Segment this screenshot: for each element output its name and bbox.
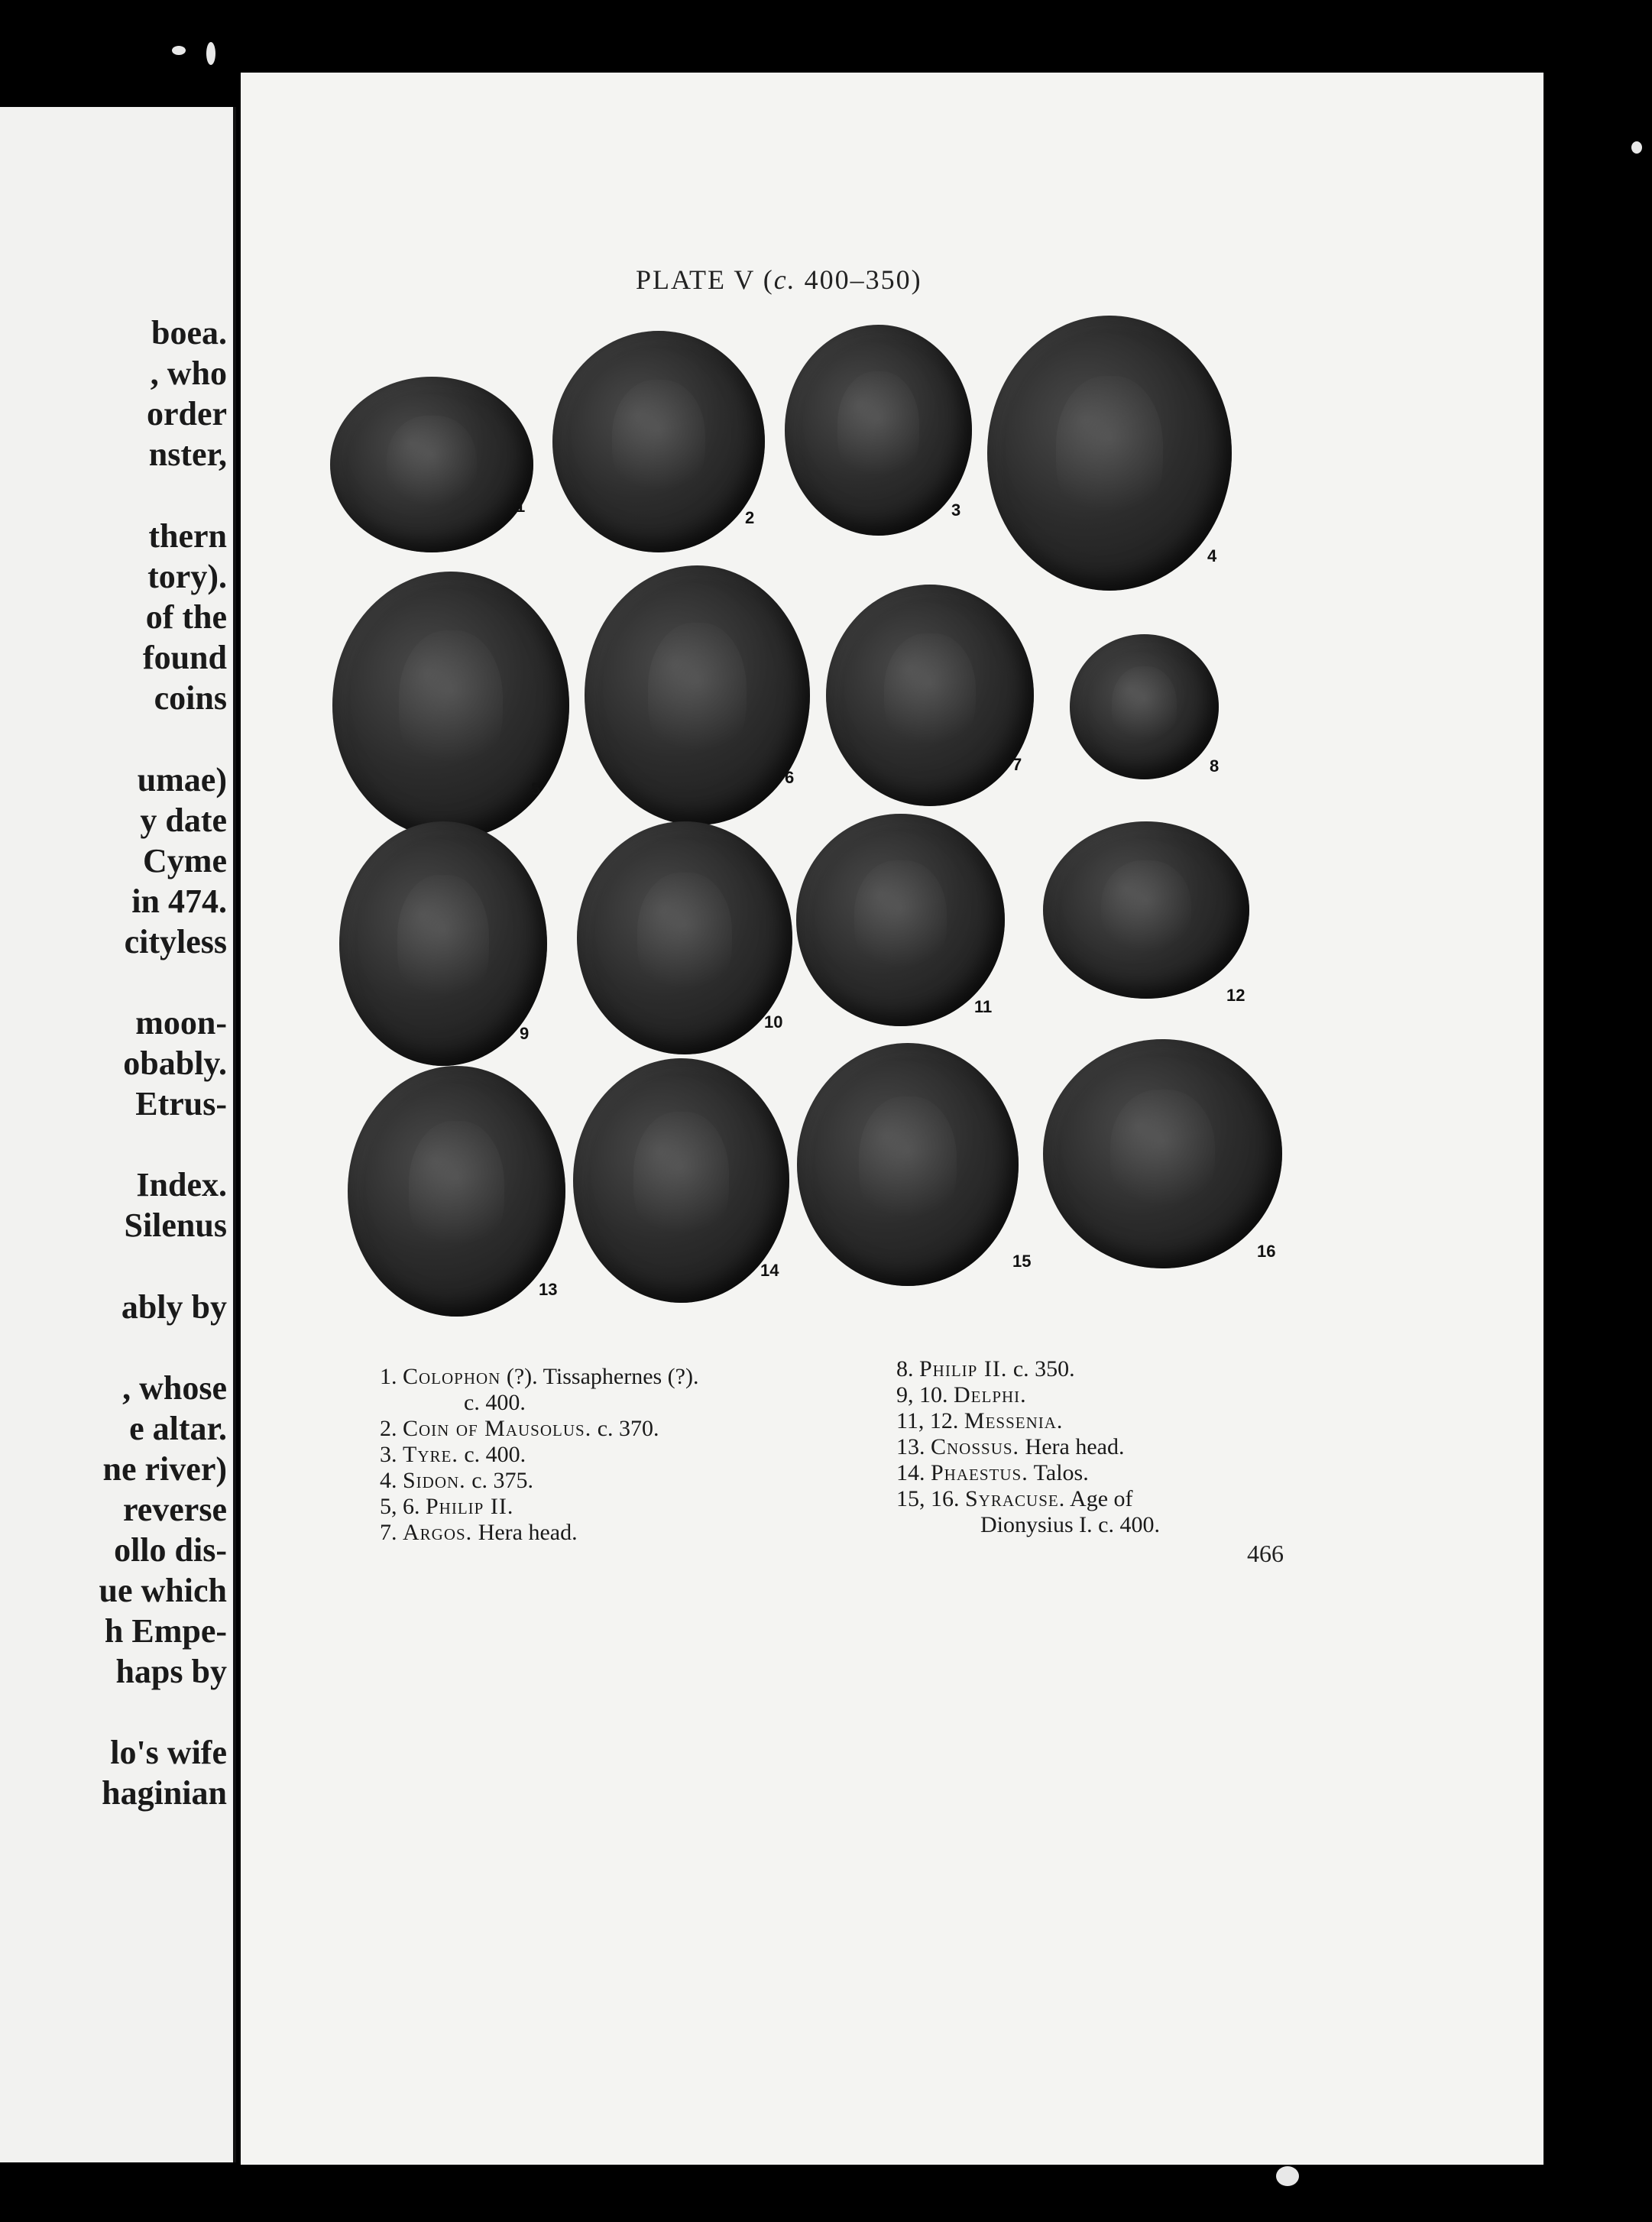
coin-number-10: 10 xyxy=(764,1012,783,1032)
left-page-line: ably by xyxy=(121,1288,227,1326)
caption-name: Cnossus. xyxy=(931,1434,1020,1459)
coin-4 xyxy=(987,316,1232,591)
coin-number-12: 12 xyxy=(1226,986,1245,1005)
caption-line xyxy=(380,1494,513,1520)
caption-detail: Hera head. xyxy=(472,1520,578,1545)
left-page xyxy=(0,107,236,2162)
left-page-line: coins xyxy=(154,679,227,717)
left-page-line: haginian xyxy=(102,1774,227,1812)
left-page-line: , who xyxy=(150,355,227,392)
left-page-line: ollo dis- xyxy=(114,1531,227,1569)
caption-number: 1. xyxy=(380,1364,397,1389)
coin-number-3: 3 xyxy=(951,500,961,520)
coin-3 xyxy=(785,325,972,536)
caption-number: 7. xyxy=(380,1520,397,1545)
caption-detail: Hera head. xyxy=(1019,1434,1125,1459)
left-page-line: nster, xyxy=(148,436,227,473)
caption-number: 15, 16. xyxy=(896,1486,960,1511)
coin-number-16: 16 xyxy=(1257,1242,1276,1261)
caption-number: 3. xyxy=(380,1442,397,1467)
caption-line xyxy=(380,1520,578,1546)
caption-name: Delphi. xyxy=(954,1382,1027,1407)
coin-number-15: 15 xyxy=(1012,1252,1032,1271)
caption-name: Messenia. xyxy=(964,1408,1064,1433)
left-page-line: Cyme xyxy=(143,842,227,879)
coin-2 xyxy=(552,331,765,552)
right-page xyxy=(241,73,1543,2165)
caption-name: Syracuse. xyxy=(965,1486,1066,1511)
plate-title-suffix: 400–350) xyxy=(795,264,922,295)
left-page-line: reverse xyxy=(123,1491,227,1528)
left-page-line: found xyxy=(142,639,227,676)
caption-name: Philip II. xyxy=(426,1494,514,1519)
scan-speck xyxy=(172,46,186,55)
coin-number-8: 8 xyxy=(1210,756,1220,776)
caption-line xyxy=(980,1512,1160,1538)
caption-detail: c. 350. xyxy=(1007,1356,1075,1381)
caption-name: Argos. xyxy=(403,1520,473,1545)
scan-speck xyxy=(206,42,215,65)
left-page-line: order xyxy=(146,395,227,432)
caption-detail: Talos. xyxy=(1028,1460,1089,1485)
left-page-line: Index. xyxy=(136,1166,227,1203)
caption-name: Colophon xyxy=(403,1364,501,1389)
plate-title-prefix: PLATE V ( xyxy=(636,264,774,295)
caption-name: Philip II. xyxy=(919,1356,1008,1381)
caption-detail: c. 400. xyxy=(464,1390,526,1415)
coin-6 xyxy=(585,565,810,825)
left-page-line: thern xyxy=(148,517,227,555)
coin-number-1: 1 xyxy=(516,497,526,516)
coin-number-13: 13 xyxy=(539,1280,558,1299)
caption-line xyxy=(896,1434,1124,1460)
plate-title-circa: c. xyxy=(773,264,796,295)
coin-11 xyxy=(796,814,1005,1026)
caption-detail: c. 400. xyxy=(458,1442,526,1467)
coin-number-9: 9 xyxy=(520,1024,530,1043)
caption-line xyxy=(896,1460,1089,1486)
coin-14 xyxy=(573,1058,789,1303)
caption-line xyxy=(896,1356,1075,1382)
left-page-line: in 474. xyxy=(131,883,227,920)
page-number: 466 xyxy=(1247,1540,1284,1567)
caption-name: Coin of Mausolus. xyxy=(403,1416,592,1441)
caption-line xyxy=(380,1442,526,1468)
left-page-line: , whose xyxy=(122,1369,227,1407)
caption-line xyxy=(380,1468,533,1494)
coin-9 xyxy=(339,821,547,1066)
coin-1 xyxy=(330,377,533,552)
coin-10 xyxy=(577,821,792,1054)
left-page-line: moon- xyxy=(135,1004,227,1041)
caption-line xyxy=(380,1416,659,1442)
caption-detail: (?). Tissaphernes (?). xyxy=(500,1364,699,1389)
coin-number-14: 14 xyxy=(760,1261,779,1280)
left-page-line: Silenus xyxy=(124,1207,227,1244)
caption-number: 13. xyxy=(896,1434,925,1459)
coin-15 xyxy=(797,1043,1019,1286)
left-page-line: e altar. xyxy=(129,1410,227,1447)
coin-8 xyxy=(1070,634,1219,779)
left-page-line: h Empe- xyxy=(104,1612,227,1650)
coin-13 xyxy=(348,1066,565,1317)
caption-line xyxy=(380,1364,698,1390)
coin-number-5: 5 xyxy=(531,779,541,798)
coin-number-4: 4 xyxy=(1207,546,1217,565)
caption-name: Phaestus. xyxy=(931,1460,1028,1485)
caption-number: 4. xyxy=(380,1468,397,1493)
left-page-line: obably. xyxy=(123,1045,227,1082)
caption-name: Sidon. xyxy=(403,1468,466,1493)
caption-number: 11, 12. xyxy=(896,1408,959,1433)
left-page-line: Etrus- xyxy=(135,1085,227,1122)
plate-title xyxy=(636,264,1171,296)
caption-detail: c. 370. xyxy=(591,1416,659,1441)
caption-number: 9, 10. xyxy=(896,1382,948,1407)
coin-12 xyxy=(1043,821,1249,999)
left-page-line: of the xyxy=(145,598,227,636)
caption-number: 2. xyxy=(380,1416,397,1441)
caption-line xyxy=(896,1382,1027,1408)
coin-number-2: 2 xyxy=(745,508,755,527)
caption-name: Tyre. xyxy=(403,1442,458,1467)
coin-number-11: 11 xyxy=(974,997,993,1016)
coin-number-6: 6 xyxy=(785,768,795,787)
caption-number: 8. xyxy=(896,1356,914,1381)
caption-number: 5, 6. xyxy=(380,1494,420,1519)
caption-detail: Age of xyxy=(1065,1486,1133,1511)
left-page-line: lo's wife xyxy=(110,1734,227,1771)
caption-line xyxy=(464,1390,526,1416)
left-page-line: boea. xyxy=(151,314,227,351)
left-page-line: y date xyxy=(140,802,227,839)
coin-16 xyxy=(1043,1039,1282,1268)
caption-detail: c. 375. xyxy=(465,1468,534,1493)
coin-number-7: 7 xyxy=(1012,755,1022,774)
caption-line xyxy=(896,1408,1063,1434)
scan-speck xyxy=(1631,141,1642,154)
scan-speck xyxy=(1276,2166,1299,2186)
caption-line xyxy=(896,1486,1133,1512)
left-page-line: tory). xyxy=(147,558,227,595)
left-page-line: umae) xyxy=(137,761,227,798)
caption-number: 14. xyxy=(896,1460,925,1485)
caption-detail: Dionysius I. c. 400. xyxy=(980,1512,1160,1537)
coin-7 xyxy=(826,585,1034,806)
left-page-line: ue which xyxy=(99,1572,227,1609)
left-page-line: cityless xyxy=(124,923,227,960)
left-page-line: ne river) xyxy=(102,1450,227,1488)
left-page-line: haps by xyxy=(115,1653,227,1690)
